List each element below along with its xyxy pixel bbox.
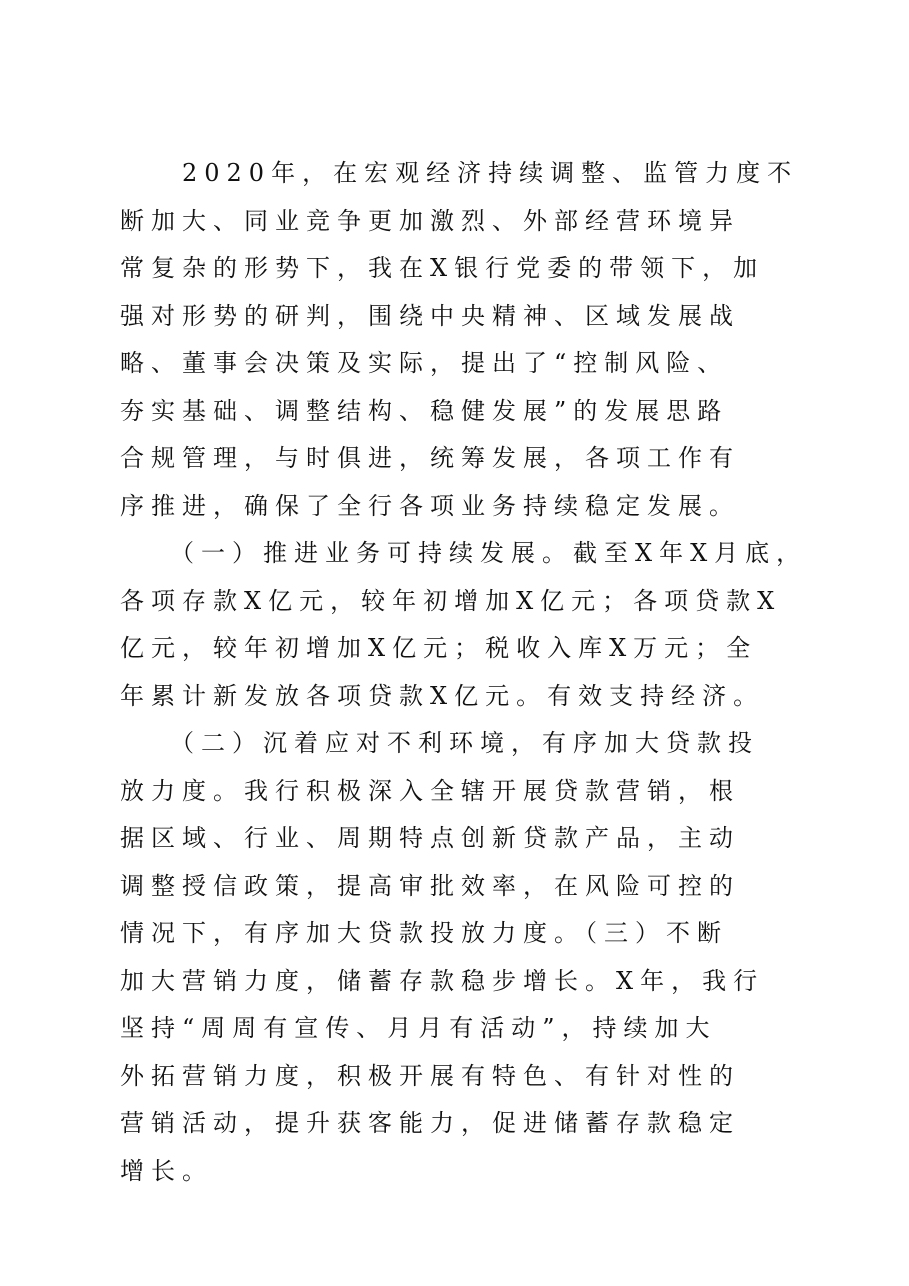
text-line: 常复杂的形势下，我在X银行党委的带领下，加: [120, 254, 765, 282]
text-line: 2020年，在宏观经济持续调整、监管力度不: [120, 159, 799, 187]
text-line: 年累计新发放各项贷款X亿元。有效支持经济。: [120, 681, 765, 710]
document-body: [120, 150, 820, 1195]
text-line: 放力度。我行积极深入全辖开展贷款营销，根: [120, 776, 740, 805]
text-line: 合规管理，与时俱进，统筹发展，各项工作有: [120, 444, 740, 472]
text-line: 据区域、行业、周期特点创新贷款产品，主动: [120, 824, 740, 852]
text-line: 坚持“周周有宣传、月月有活动”，持续加大: [120, 1014, 717, 1042]
text-line: 略、董事会决策及实际，提出了“控制风险、: [120, 349, 729, 377]
text-line: 序推进，确保了全行各项业务持续稳定发展。: [120, 491, 740, 520]
text-line: 断加大、同业竞争更加激烈、外部经营环境异: [120, 206, 740, 235]
text-line: 各项存款X亿元，较年初增加X亿元；各项贷款X: [120, 586, 782, 615]
text-line: 强对形势的研判，围绕中央精神、区域发展战: [120, 301, 740, 330]
text-line: 亿元，较年初增加X亿元；税收入库X万元；全: [120, 634, 758, 662]
text-line: 加大营销力度，储蓄存款稳步增长。X年，我行: [120, 966, 765, 995]
text-line: （二）沉着应对不利环境，有序加大贷款投: [120, 729, 759, 757]
text-line: 营销活动，提升获客能力，促进储蓄存款稳定: [120, 1109, 740, 1137]
text-line: 增长。: [120, 1156, 213, 1185]
text-line: 调整授信政策，提高审批效率，在风险可控的: [120, 871, 740, 900]
text-line: 情况下，有序加大贷款投放力度。（三）不断: [120, 919, 728, 947]
text-line: 外拓营销力度，积极开展有特色、有针对性的: [120, 1061, 740, 1090]
text-line: （一）推进业务可持续发展。截至X年X月底，: [120, 539, 808, 567]
text-line: 夯实基础、调整结构、稳健发展”的发展思路: [120, 396, 729, 425]
